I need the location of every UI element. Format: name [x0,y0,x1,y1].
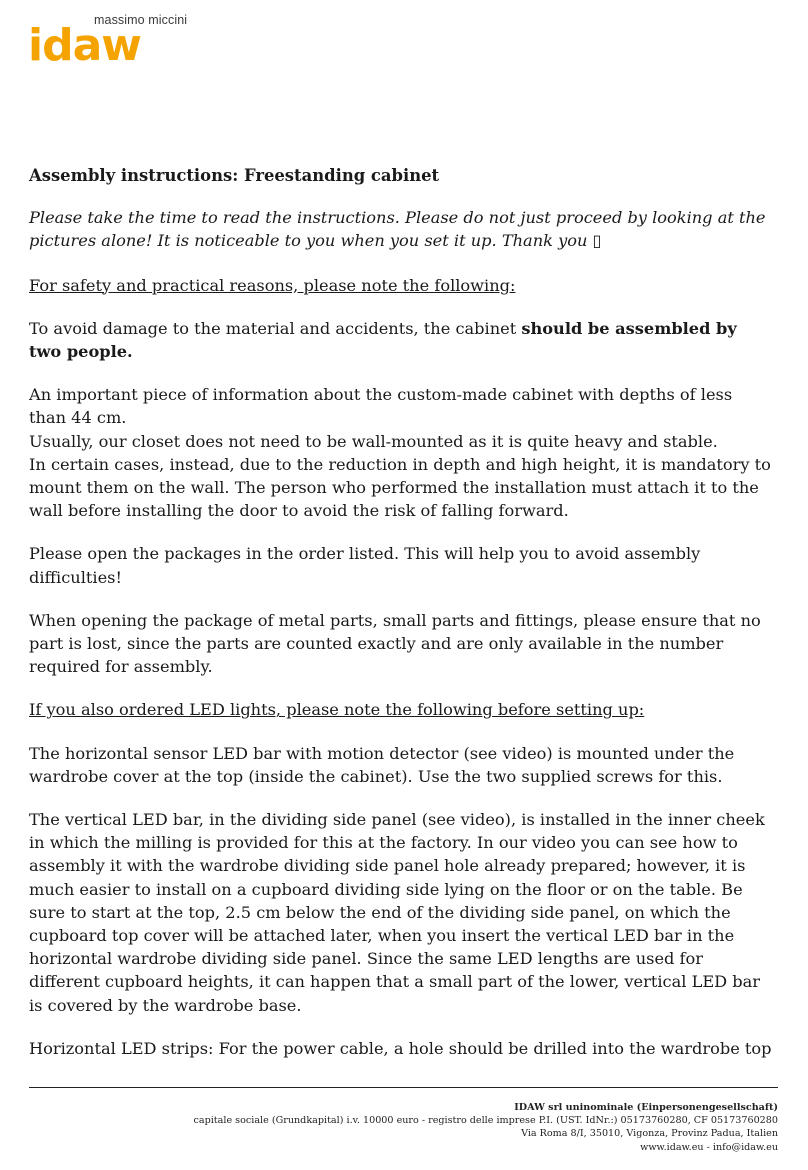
mandatory-mount-note: In certain cases, instead, due to the reduction in depth and high height, it is mandatory to mount them on the wall. The person who performed the installation must attach it to the wall before installing the door to avoid the risk of falling forward. [29,454,771,521]
footer-company: IDAW srl uninominale (Einpersonengesellschaft) [514,1102,778,1113]
page-footer [194,1101,779,1154]
led-strips-paragraph: Horizontal LED strips: For the power cable, a hole should be drilled into the wardrobe top [29,1038,772,1058]
led-heading: If you also ordered LED lights, please note the following before setting up: [29,700,645,720]
led-horizontal-paragraph: The horizontal sensor LED bar with motion detector (see video) is mounted under the wardrobe cover at the top (inside the cabinet). Use the two supplied screws for this. [29,743,735,786]
assembly-note-emphasis: should be assembled by two people. [29,318,737,362]
footer-divider [29,1087,778,1088]
assembly-note [29,317,774,363]
document-body [29,164,774,1060]
wall-mount-note: Usually, our closet does not need to be wall-mounted as it is quite heavy and stable. [29,431,718,451]
brand-tagline: massimo miccini [94,13,188,27]
led-vertical-paragraph: The vertical LED bar, in the dividing side panel (see video), is installed in the inner cheek in which the milling is provided for this at the factory. In our video you can see how to assembly it with the wardrobe dividing side panel hole already prepared; however, it is much easier to install on a cupboard dividing side lying on the floor or on the table. Be sure to start at the top, 2.5 cm below the end of the dividing side panel, on which the cupboard top cover will be attached later, when you insert the vertical LED bar in the horizontal wardrobe dividing side panel. Since the same LED lengths are used for different cupboard heights, it can happen that a small part of the lower, vertical LED bar is covered by the wardrobe base. [29,810,765,1015]
footer-web: www.idaw.eu - info@idaw.eu [640,1141,778,1153]
metal-parts-paragraph: When opening the package of metal parts, small parts and fittings, please ensure that no part is lost, since the parts are counted exactly and are only available in the number required for assembly. [29,610,761,677]
footer-address: Via Roma 8/I, 35010, Vigonza, Provinz Padua, Italien [521,1128,778,1140]
assembly-note-text: To avoid damage to the material and accidents, the cabinet [29,318,522,338]
document-title: Assembly instructions: Freestanding cabinet [29,166,440,185]
packages-paragraph: Please open the packages in the order listed. This will help you to avoid assembly difficulties! [29,544,701,587]
safety-heading: For safety and practical reasons, please note the following: [29,275,516,295]
custom-cabinet-note: An important piece of information about the custom-made cabinet with depths of less than 44 cm. [29,385,733,428]
footer-capital: capitale sociale (Grundkapital) i.v. 10000 euro - registro delle imprese P.I. (UST. IdNr.:) 05173760280, CF 05173760280 [193,1115,778,1127]
brand-wordmark: idaw [28,20,141,71]
intro-paragraph: Please take the time to read the instructions. Please do not just proceed by looking at the pictures alone! It is noticeable to you when you set it up. Thank you ▯ [29,208,766,251]
